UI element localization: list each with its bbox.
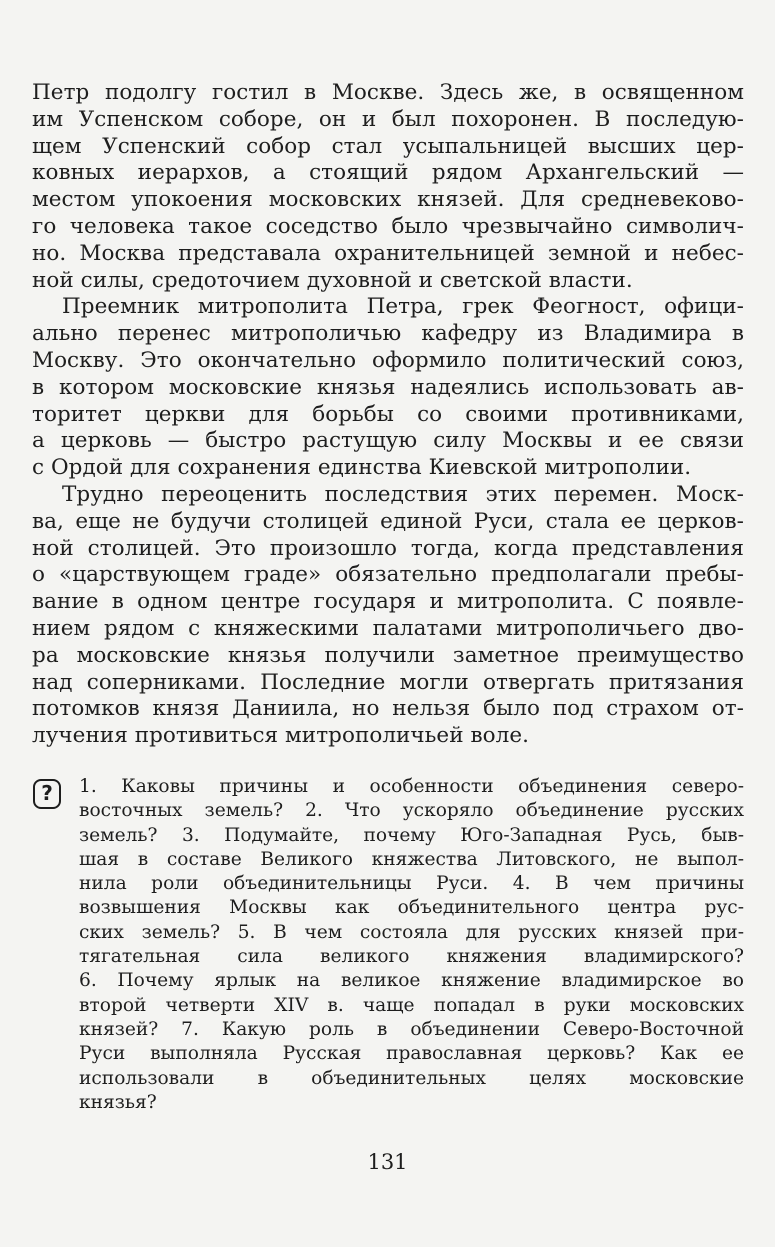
question-line: Руси выполняла Русская православная церковь? Как ее [79,1043,744,1065]
text-line: над соперниками. Последние могли отвергать притязания [32,669,744,695]
text-line: а церковь — быстро растущую силу Москвы и ее связи [32,428,744,454]
review-questions [79,775,744,1115]
paragraph-1 [32,80,744,294]
text-line: о «царствующем граде» обязательно предполагали пребы- [32,562,744,588]
text-line: нием рядом с княжескими палатами митрополичьего дво- [32,615,744,641]
question-line: 1. Каковы причины и особенности объединения северо- [79,776,744,797]
text-line: Москву. Это окончательно оформило политический союз, [32,347,744,373]
text-line: в котором московские князья надеялись использовать ав- [32,374,744,400]
page-number: 131 [367,1150,408,1174]
text-line: с Ордой для сохранения единства Киевской митрополии. [32,455,692,481]
question-mark-icon: ? [33,779,61,809]
paragraph-3 [32,482,744,750]
question-line: нила роли объединительницы Руси. 4. В чем причины [79,873,744,895]
question-line: шая в составе Великого княжества Литовского, не выпол- [79,848,744,870]
text-line: местом упокоения московских князей. Для средневеково- [32,187,744,213]
question-line: возвышения Москвы как объединительного центра рус- [79,897,744,919]
question-line: ских земель? 5. В чем состояла для русских князей при- [79,921,744,943]
text-line: вание в одном центре государя и митрополита. С появле- [32,589,744,615]
text-line: торитет церкви для борьбы со своими противниками, [32,401,744,427]
main-text [32,80,744,750]
paragraph-2 [32,294,744,482]
text-line: но. Москва представала охранительницей земной и небес- [32,240,744,266]
text-line: Преемник митрополита Петра, грек Феогност, офици- [62,294,744,320]
question-line: восточных земель? 2. Что ускоряло объединение русских [79,800,744,822]
text-line: ковных иерархов, а стоящий рядом Архангельский — [32,160,744,186]
text-line: ва, еще не будучи столицей единой Руси, стала ее церков- [32,508,744,534]
text-line: им Успенском соборе, он и был похоронен. В последую- [32,106,744,132]
text-line: ной силы, средоточием духовной и светской власти. [32,267,633,293]
text-line: Петр подолгу гостил в Москве. Здесь же, в освященном [32,80,744,105]
question-line: князья? [79,1091,157,1113]
text-line: ной столицей. Это произошло тогда, когда представления [32,535,744,561]
text-line: Трудно переоценить последствия этих перемен. Моск- [62,481,744,507]
text-line: ально перенес митрополичью кафедру из Владимира в [32,321,744,347]
text-line: го человека такое соседство было чрезвычайно символич- [32,213,744,239]
question-line: 6. Почему ярлык на великое княжение владимирское во [79,970,744,992]
text-line: щем Успенский собор стал усыпальницей высших цер- [32,133,744,159]
text-line: потомков князя Даниила, но нельзя было под страхом от- [32,696,744,722]
question-line: князей? 7. Какую роль в объединении Северо-Восточной [79,1018,744,1040]
question-line: тягательная сила великого княжения владимирского? [79,946,744,968]
question-line: второй четверти XIV в. чаще попадал в руки московских [79,994,744,1016]
text-line: лучения противиться митрополичьей воле. [32,723,529,749]
question-line: использовали в объединительных целях московские [79,1067,744,1089]
text-line: ра московские князья получили заметное преимущество [32,642,744,668]
question-line: земель? 3. Подумайте, почему Юго-Западная Русь, быв- [79,824,744,846]
